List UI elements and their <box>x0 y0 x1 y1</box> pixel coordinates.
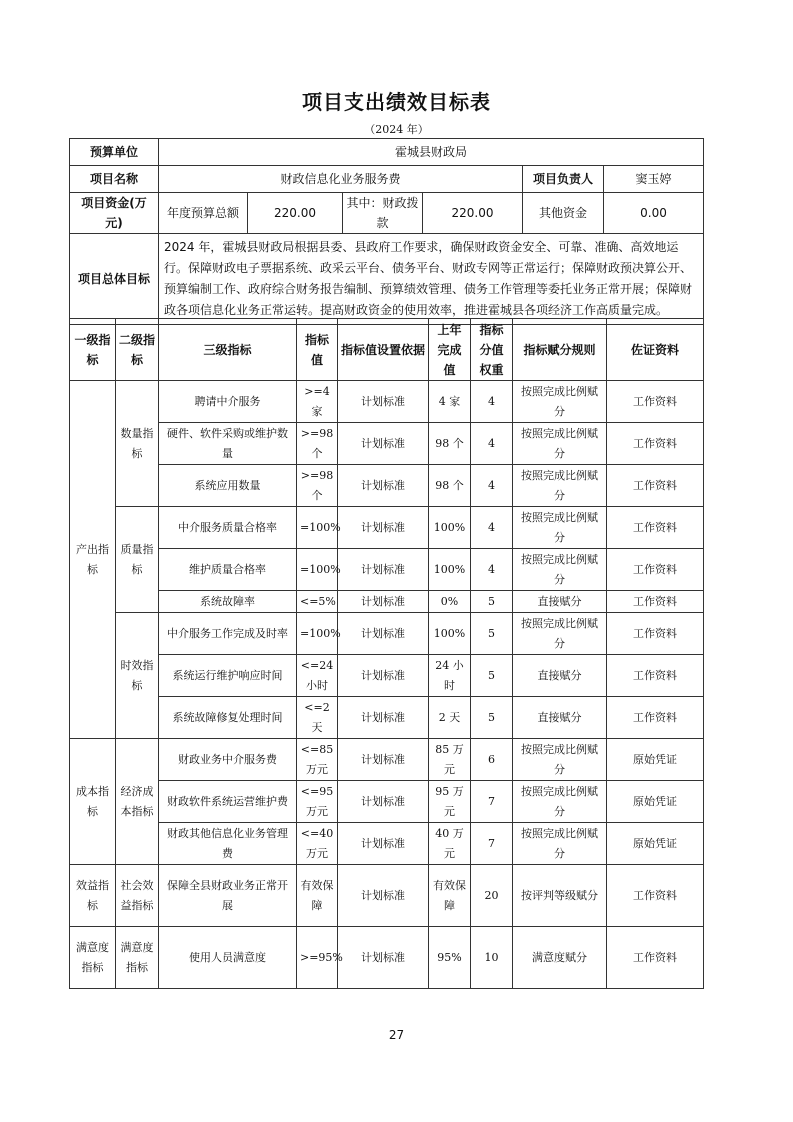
indicator-weight: 5 <box>471 613 513 655</box>
indicator-prev: 40 万元 <box>429 823 471 865</box>
indicator-evidence: 工作资料 <box>607 549 704 591</box>
indicator-value: 有效保障 <box>297 865 338 927</box>
indicator-name: 保障全县财政业务正常开展 <box>159 865 297 927</box>
indicator-evidence: 工作资料 <box>607 591 704 613</box>
other-label: 其他资金 <box>523 193 604 234</box>
goal-text: 2024 年，霍城县财政局根据县委、县政府工作要求，确保财政资金安全、可靠、准确、高效地运行。保障财政电子票据系统、政采云平台、债务平台、财政专网等正常运行；保障财政预决算公开、预算编制工作、政府综合财务报告编制、预算绩效管理、债务工作管理等委托业务正常开展；保障财政各项信息化业务正常运转。提高财政资金的使用效率，推进霍城县各项经济工作高质量完成。 <box>159 234 704 325</box>
indicator-rule: 按照完成比例赋分 <box>513 781 607 823</box>
indicator-basis: 计划标准 <box>338 613 429 655</box>
owner-label: 项目负责人 <box>523 166 604 193</box>
indicator-weight: 6 <box>471 739 513 781</box>
indicator-basis: 计划标准 <box>338 697 429 739</box>
indicator-rule: 按照完成比例赋分 <box>513 613 607 655</box>
level1-cost: 成本指标 <box>70 739 116 865</box>
header-cell: 指标值设置依据 <box>338 319 429 381</box>
fiscal-label: 其中：财政拨款 <box>343 193 423 234</box>
indicator-weight: 4 <box>471 549 513 591</box>
indicator-weight: 7 <box>471 823 513 865</box>
indicator-basis: 计划标准 <box>338 927 429 989</box>
indicator-rule: 满意度赋分 <box>513 927 607 989</box>
indicator-value: >=4家 <box>297 381 338 423</box>
indicator-rule: 直接赋分 <box>513 655 607 697</box>
indicator-value: =100% <box>297 507 338 549</box>
header-cell: 一级指标 <box>70 319 116 381</box>
indicator-basis: 计划标准 <box>338 739 429 781</box>
header-cell: 佐证资料 <box>607 319 704 381</box>
indicator-evidence: 工作资料 <box>607 465 704 507</box>
indicator-weight: 7 <box>471 781 513 823</box>
indicator-value: <=40万元 <box>297 823 338 865</box>
indicator-evidence: 原始凭证 <box>607 823 704 865</box>
indicator-value: >=95% <box>297 927 338 989</box>
indicator-rule: 按照完成比例赋分 <box>513 507 607 549</box>
indicator-rule: 按照完成比例赋分 <box>513 465 607 507</box>
indicator-evidence: 工作资料 <box>607 697 704 739</box>
summary-table <box>69 138 704 325</box>
indicator-basis: 计划标准 <box>338 655 429 697</box>
header-cell: 上年完成值 <box>429 319 471 381</box>
table-row <box>70 823 704 865</box>
level2-econ-cost: 经济成本指标 <box>116 739 159 865</box>
indicator-evidence: 工作资料 <box>607 927 704 989</box>
indicator-weight: 5 <box>471 591 513 613</box>
indicator-prev: 24 小时 <box>429 655 471 697</box>
indicator-rule: 按照完成比例赋分 <box>513 423 607 465</box>
indicator-name: 硬件、软件采购或维护数量 <box>159 423 297 465</box>
project-value: 财政信息化业务服务费 <box>159 166 523 193</box>
level1-benefit: 效益指标 <box>70 865 116 927</box>
indicator-value: >=98个 <box>297 465 338 507</box>
table-row <box>70 549 704 591</box>
level2-quality: 质量指标 <box>116 507 159 613</box>
indicator-value: <=85万元 <box>297 739 338 781</box>
indicator-rule: 按照完成比例赋分 <box>513 823 607 865</box>
indicator-weight: 4 <box>471 423 513 465</box>
page-title: 项目支出绩效目标表 <box>302 90 491 114</box>
table-row <box>70 381 704 423</box>
table-row <box>70 507 704 549</box>
indicator-name: 系统应用数量 <box>159 465 297 507</box>
indicator-rule: 直接赋分 <box>513 591 607 613</box>
indicator-value: <=2天 <box>297 697 338 739</box>
indicator-prev: 95% <box>429 927 471 989</box>
fiscal-value: 220.00 <box>423 193 523 234</box>
year-label: （2024 年） <box>364 123 429 136</box>
unit-value: 霍城县财政局 <box>159 139 704 166</box>
indicator-weight: 4 <box>471 507 513 549</box>
indicator-value: =100% <box>297 549 338 591</box>
indicator-basis: 计划标准 <box>338 865 429 927</box>
table-row <box>70 465 704 507</box>
table-row <box>70 697 704 739</box>
indicator-weight: 4 <box>471 465 513 507</box>
indicator-prev: 98 个 <box>429 423 471 465</box>
indicator-basis: 计划标准 <box>338 507 429 549</box>
indicator-value: <=95万元 <box>297 781 338 823</box>
indicator-name: 中介服务质量合格率 <box>159 507 297 549</box>
indicator-basis: 计划标准 <box>338 823 429 865</box>
indicator-prev: 100% <box>429 507 471 549</box>
indicator-evidence: 工作资料 <box>607 655 704 697</box>
indicator-prev: 4 家 <box>429 381 471 423</box>
indicator-weight: 20 <box>471 865 513 927</box>
table-row <box>70 865 704 927</box>
indicator-evidence: 工作资料 <box>607 865 704 927</box>
indicator-evidence: 原始凭证 <box>607 781 704 823</box>
indicator-evidence: 原始凭证 <box>607 739 704 781</box>
indicator-weight: 4 <box>471 381 513 423</box>
indicator-rule: 直接赋分 <box>513 697 607 739</box>
indicator-evidence: 工作资料 <box>607 423 704 465</box>
table-row <box>70 591 704 613</box>
header-cell: 指标值 <box>297 319 338 381</box>
indicator-basis: 计划标准 <box>338 549 429 591</box>
table-row <box>70 781 704 823</box>
indicator-name: 系统故障修复处理时间 <box>159 697 297 739</box>
indicator-weight: 10 <box>471 927 513 989</box>
indicator-basis: 计划标准 <box>338 591 429 613</box>
annual-value: 220.00 <box>248 193 343 234</box>
header-cell: 指标分值权重 <box>471 319 513 381</box>
indicator-basis: 计划标准 <box>338 465 429 507</box>
indicator-rule: 按评判等级赋分 <box>513 865 607 927</box>
other-value: 0.00 <box>604 193 704 234</box>
goal-label: 项目总体目标 <box>70 234 159 325</box>
indicator-name: 中介服务工作完成及时率 <box>159 613 297 655</box>
indicator-name: 财政其他信息化业务管理费 <box>159 823 297 865</box>
table-row <box>70 655 704 697</box>
indicator-prev: 2 天 <box>429 697 471 739</box>
indicator-basis: 计划标准 <box>338 423 429 465</box>
page-number: 27 <box>388 1028 405 1042</box>
indicator-value: <=5% <box>297 591 338 613</box>
indicator-name: 使用人员满意度 <box>159 927 297 989</box>
indicator-name: 系统故障率 <box>159 591 297 613</box>
level1-output: 产出指标 <box>70 381 116 739</box>
owner-value: 窦玉婷 <box>604 166 704 193</box>
indicator-rule: 按照完成比例赋分 <box>513 381 607 423</box>
indicator-evidence: 工作资料 <box>607 507 704 549</box>
indicator-value: <=24小时 <box>297 655 338 697</box>
level2-time: 时效指标 <box>116 613 159 739</box>
indicator-prev: 98 个 <box>429 465 471 507</box>
indicator-name: 聘请中介服务 <box>159 381 297 423</box>
table-row <box>70 927 704 989</box>
indicator-basis: 计划标准 <box>338 781 429 823</box>
indicator-prev: 95 万元 <box>429 781 471 823</box>
funds-label: 项目资金(万元) <box>70 193 159 234</box>
header-row <box>70 319 704 381</box>
indicator-evidence: 工作资料 <box>607 381 704 423</box>
indicator-value: >=98个 <box>297 423 338 465</box>
indicator-prev: 100% <box>429 613 471 655</box>
indicator-prev: 0% <box>429 591 471 613</box>
indicator-table <box>69 318 704 989</box>
indicator-name: 维护质量合格率 <box>159 549 297 591</box>
header-cell: 三级指标 <box>159 319 297 381</box>
header-cell: 二级指标 <box>116 319 159 381</box>
indicator-prev: 100% <box>429 549 471 591</box>
level2-quantity: 数量指标 <box>116 381 159 507</box>
level1-satisfaction: 满意度指标 <box>70 927 116 989</box>
table-row <box>70 423 704 465</box>
indicator-value: =100% <box>297 613 338 655</box>
indicator-weight: 5 <box>471 697 513 739</box>
annual-label: 年度预算总额 <box>159 193 248 234</box>
table-row <box>70 739 704 781</box>
indicator-prev: 有效保障 <box>429 865 471 927</box>
level2-social: 社会效益指标 <box>116 865 159 927</box>
indicator-rule: 按照完成比例赋分 <box>513 549 607 591</box>
table-row <box>70 613 704 655</box>
indicator-prev: 85 万元 <box>429 739 471 781</box>
indicator-basis: 计划标准 <box>338 381 429 423</box>
indicator-name: 财政业务中介服务费 <box>159 739 297 781</box>
header-cell: 指标赋分规则 <box>513 319 607 381</box>
unit-label: 预算单位 <box>70 139 159 166</box>
indicator-name: 系统运行维护响应时间 <box>159 655 297 697</box>
indicator-weight: 5 <box>471 655 513 697</box>
indicator-rule: 按照完成比例赋分 <box>513 739 607 781</box>
project-label: 项目名称 <box>70 166 159 193</box>
indicator-evidence: 工作资料 <box>607 613 704 655</box>
indicator-name: 财政软件系统运营维护费 <box>159 781 297 823</box>
level2-satisfaction: 满意度指标 <box>116 927 159 989</box>
